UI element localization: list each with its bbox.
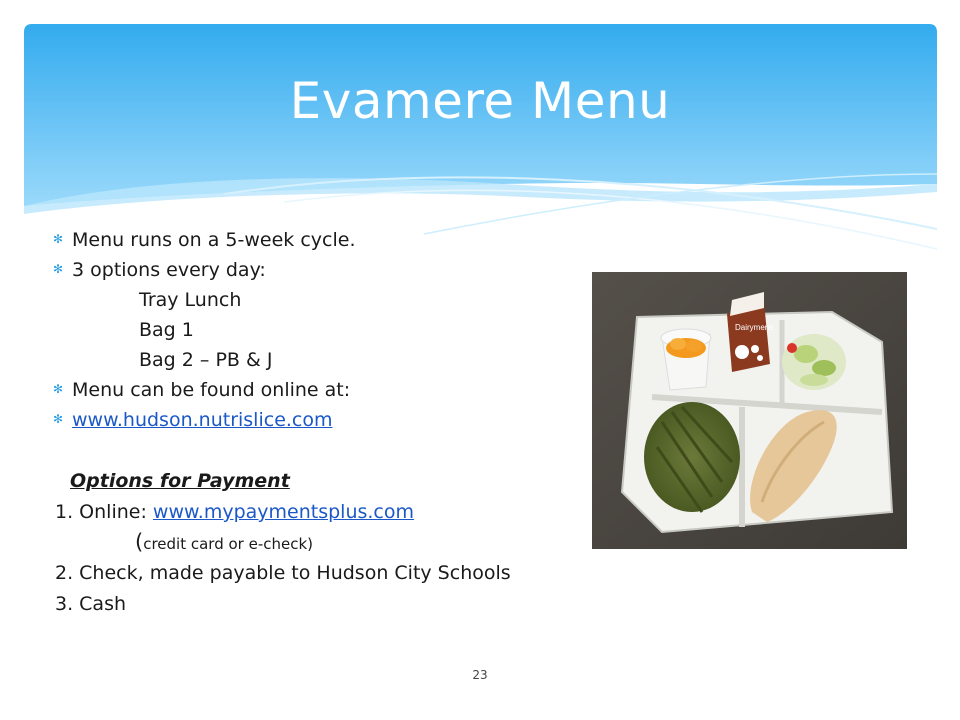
payment-online-note — [135, 530, 313, 556]
option-item: Bag 2 – PB & J — [139, 349, 273, 371]
carton-label: Dairymens — [735, 323, 774, 332]
note-paren: ( — [135, 530, 144, 554]
note-text: credit card or e-check) — [143, 535, 314, 553]
asterisk-bullet-icon: ✻ — [52, 382, 64, 396]
option-item: Bag 1 — [139, 319, 194, 341]
nutrislice-link[interactable]: www.hudson.nutrislice.com — [72, 409, 333, 431]
payment-online — [55, 500, 414, 524]
asterisk-bullet-icon: ✻ — [52, 262, 64, 276]
asterisk-bullet-icon: ✻ — [52, 232, 64, 246]
payment-heading: Options for Payment — [70, 470, 290, 492]
payment-check: 2. Check, made payable to Hudson City Schools — [55, 562, 511, 584]
header-wave-graphic — [24, 24, 937, 254]
bullet-text: Menu can be found online at: — [72, 379, 351, 401]
lunch-tray-photo — [592, 272, 907, 549]
header-banner — [24, 24, 937, 254]
mypaymentsplus-link[interactable]: www.mypaymentsplus.com — [152, 501, 415, 523]
bullet-text: 3 options every day: — [72, 259, 266, 281]
option-item: Tray Lunch — [139, 289, 242, 311]
slide-title: Evamere Menu — [289, 72, 671, 130]
bullet-text: Menu runs on a 5-week cycle. — [72, 229, 356, 251]
payment-cash: 3. Cash — [55, 593, 127, 615]
payment-online-label: 1. Online: — [55, 501, 153, 523]
page-number: 23 — [472, 668, 488, 682]
asterisk-bullet-icon: ✻ — [52, 412, 64, 426]
